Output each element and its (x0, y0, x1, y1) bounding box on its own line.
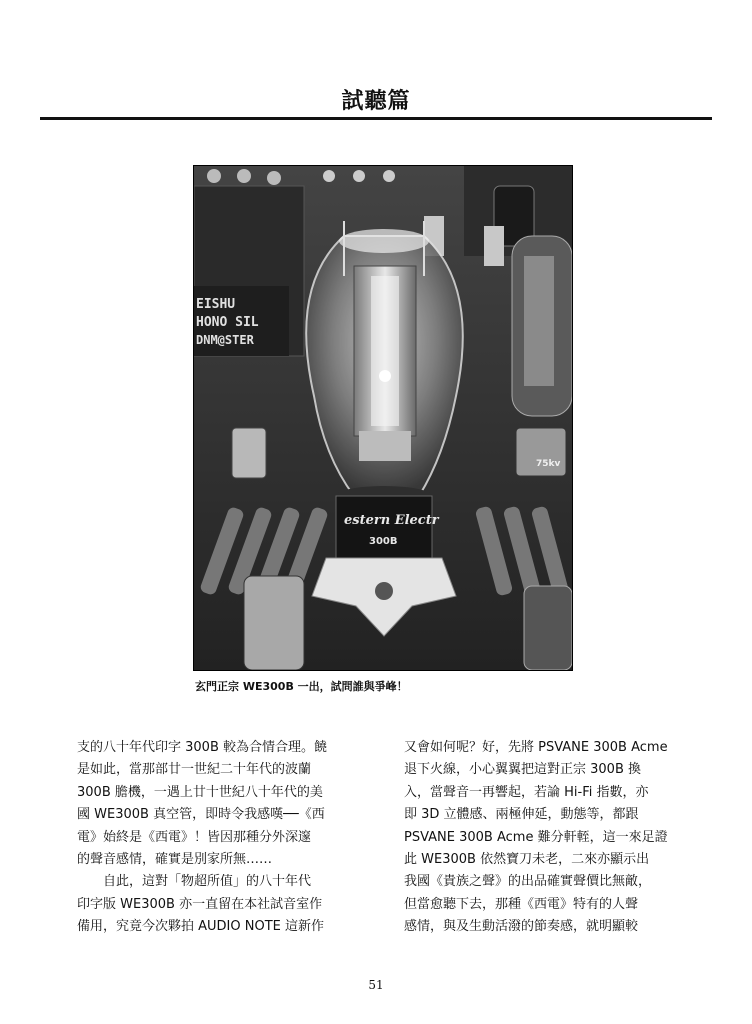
right-paragraph-1: 又會如何呢？好，先將 PSVANE 300B Acme 退下火線，小心翼翼把這對正宗 300B 換 入，當聲音一再響起，若論 Hi-Fi 指數，亦 即 3D 立體感、兩極伸延，動態等，都跟 PSVANE 300B Acme 難分軒輊，這一來足證 此 WE300B 依然寶刀未老，二來亦顯示出 我國《貴族之聲》的出品確實聲價比無敵， 但當愈聽下去，那種《西電》特有的人聲 感情，與及生動活潑的節奏感，就明顯較 (404, 740, 668, 935)
page-number: 51 (368, 978, 384, 992)
tube-model-text: 300B (369, 536, 398, 547)
transformer-label-line2: HONO SIL (196, 315, 259, 330)
capacitor-left (232, 428, 266, 478)
header-rule (40, 117, 712, 120)
transformer-label-line1: EISHU (196, 297, 236, 312)
page-header-title: 試聽篇 (341, 89, 411, 114)
left-column (77, 737, 352, 939)
figure-caption: 玄門正宗 WE300B 一出，試問誰與爭峰！ (195, 680, 408, 693)
capacitor-label: 75kv (536, 459, 561, 469)
right-column (404, 737, 679, 939)
amplifier-photo (193, 165, 573, 671)
transformer-label-line3: DNM@STER (196, 333, 254, 347)
tube-base-text: estern Electr (344, 513, 439, 528)
left-paragraph-2: 自此，這對「物超所值」的八十年代 印字版 WE300B 亦一直留在本社試音室作 備用，究竟今次夥拍 AUDIO NOTE 這新作 (77, 874, 324, 935)
left-paragraph-1: 支的八十年代印字 300B 較為合情合理。饒 是如此，當那部廿一世紀二十年代的波蘭 300B 膽機，一遇上廿十世紀八十年代的美 國 WE300B 真空管，即時令我感嘆──《西 電》始終是《西電》！皆因那種分外深邃 的聲音感情，確實是別家所無…… (77, 740, 327, 868)
filament-glow (379, 370, 391, 382)
